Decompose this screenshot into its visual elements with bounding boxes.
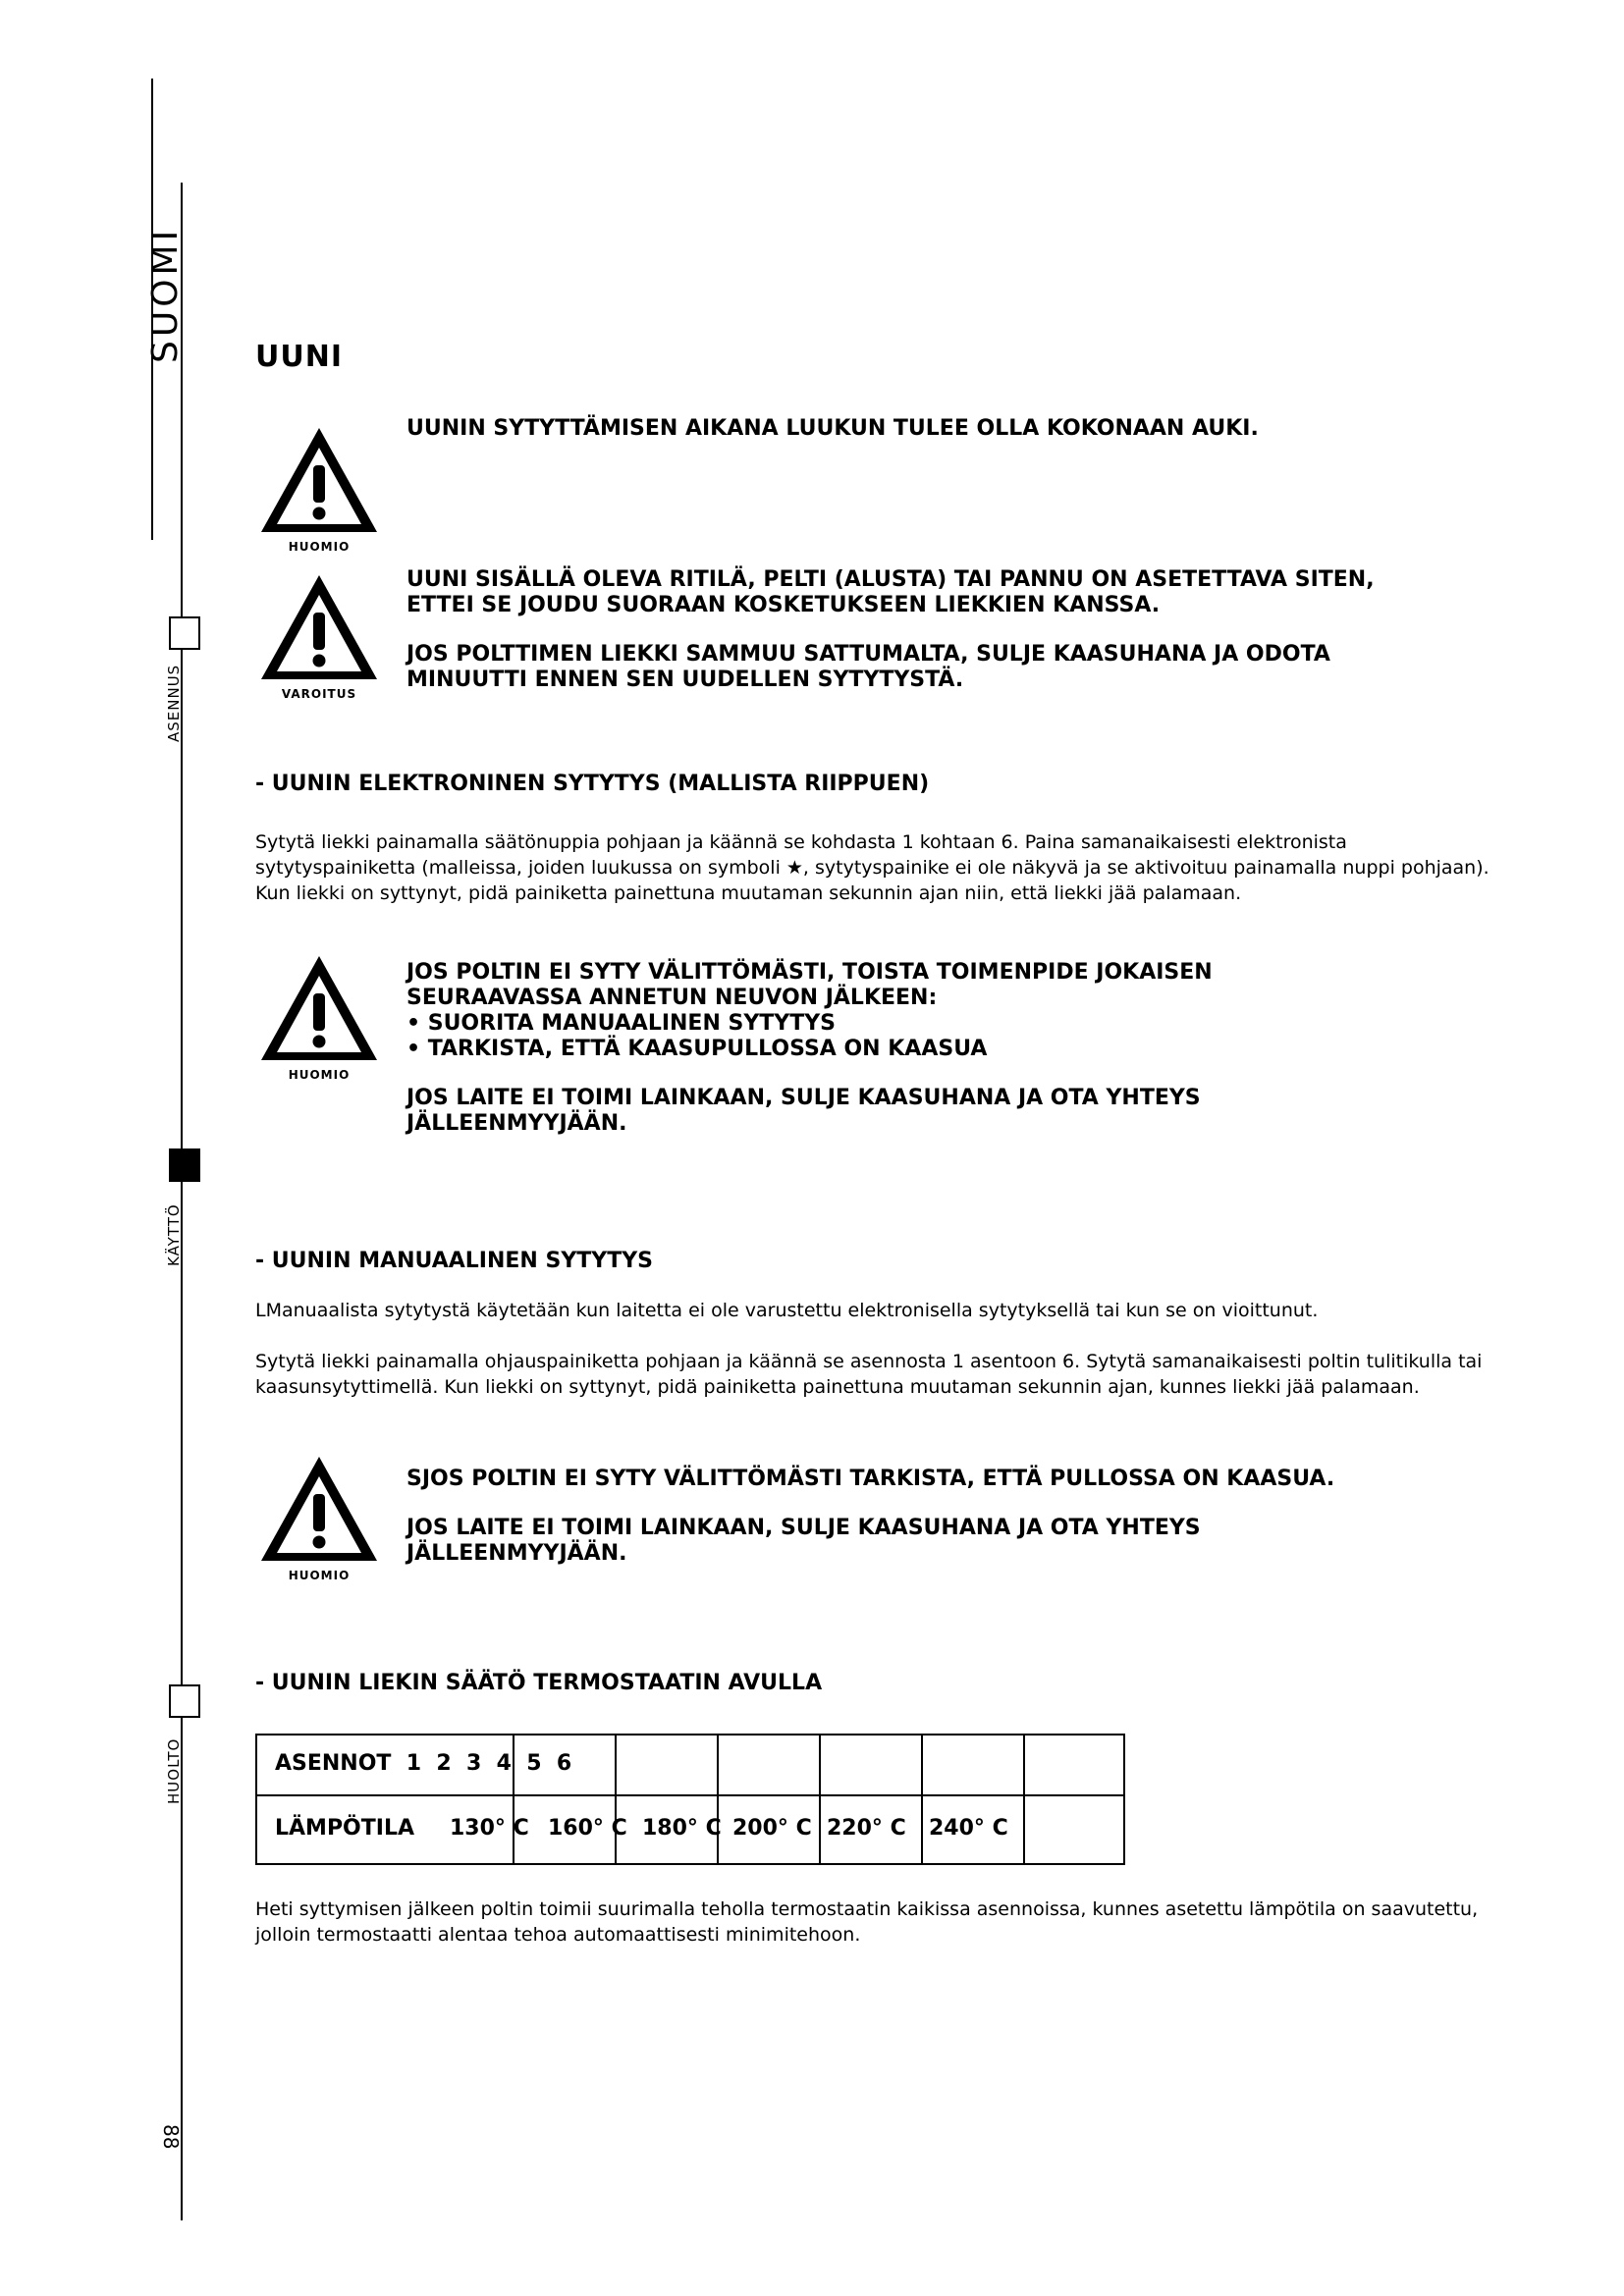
section-heading-manual-ignition: - UUNIN MANUAALINEN SYTYTYS [255, 1249, 653, 1273]
warning-line: JÄLLEENMYYJÄÄN. [406, 1541, 627, 1566]
page-title: UUNI [255, 340, 343, 374]
table-rule [819, 1735, 821, 1863]
warning-door-open: UUNIN SYTYTTÄMISEN AIKANA LUUKUN TULEE OLLA KOKONAAN AUKI. [406, 416, 1259, 441]
varoitus-label: VAROITUS [281, 687, 357, 701]
warning-line: UUNI SISÄLLÄ OLEVA RITILÄ, PELTI (ALUSTA) TAI PANNU ON ASETETTAVA SITEN, [406, 567, 1375, 592]
warning-line: JÄLLEENMYYJÄÄN. [406, 1111, 627, 1136]
table-rule [615, 1735, 617, 1863]
warning-line: MINUUTTI ENNEN SEN UUDELLEN SYTYTYSTÄ. [406, 667, 964, 692]
warning-icon [255, 1451, 383, 1582]
language-label: SUOMI [145, 226, 186, 363]
huomio-label: HUOMIO [288, 540, 351, 554]
warning-check-gas [406, 1467, 1334, 1567]
warning-line: JOS LAITE EI TOIMI LAINKAAN, SULJE KAASUHANA JA OTA YHTEYS [406, 1086, 1201, 1110]
table-temperature-label: LÄMPÖTILA [275, 1816, 415, 1841]
warning-line: ETTEI SE JOUDU SUORAAN KOSKETUKSEEN LIEKKIEN KANSSA. [406, 593, 1161, 617]
table-temp-cell: 240° C [929, 1816, 1008, 1841]
warning-icon [255, 950, 383, 1082]
section-text: LManuaalista sytytystä käytetään kun laitetta ei ole varustettu elektronisella sytytyksellä tai kun se on vioittunut. [255, 1300, 1319, 1321]
section-text: Heti syttymisen jälkeen poltin toimii suurimalla teholla termostaatin kaikissa asennoissa, kunnes asetettu lämpötila on saavutettu, jolloin termostaatti alentaa tehoa automaattisesti minimitehoon. [255, 1898, 1479, 1946]
margin-rule [181, 183, 183, 2220]
thermostat-table [255, 1734, 1125, 1865]
section-text: Sytytä liekki painamalla säätönuppia pohjaan ja käännä se kohdasta 1 kohtaan 6. Paina samanaikaisesti elektronista sytytyspainiketta (malleissa, joiden luukussa on symboli ★, sytytyspainike ei ole näkyvä ja se aktivoituu painamalla nuppi pohjaan). Kun liekki on syttynyt, pidä painiketta painettuna muutaman sekunnin ajan niin, että liekki jää palamaan. [255, 831, 1489, 904]
table-temp-cell: 220° C [827, 1816, 906, 1841]
warning-line: SJOS POLTIN EI SYTY VÄLITTÖMÄSTI TARKISTA, ETTÄ PULLOSSA ON KAASUA. [406, 1467, 1335, 1491]
table-temp-cell: 160° C [548, 1816, 627, 1841]
table-temp-cell: 130° C [450, 1816, 529, 1841]
warning-line: • SUORITA MANUAALINEN SYTYTYS [406, 1011, 837, 1036]
warning-icon [255, 422, 383, 554]
warning-line: SEURAAVASSA ANNETUN NEUVON JÄLKEEN: [406, 986, 938, 1010]
section-text: Sytytä liekki painamalla ohjauspainiketta pohjaan ja käännä se asennosta 1 asentoon 6. Sytytä samanaikaisesti poltin tulitikulla tai kaasunsytyttimellä. Kun liekki on syttynyt, pidä painiketta painettuna muutaman sekunnin ajan, kunnes liekki jää palamaan. [255, 1351, 1483, 1398]
tab-asennus-box [169, 616, 200, 650]
table-rule [257, 1794, 1123, 1796]
warning-line: • TARKISTA, ETTÄ KAASUPULLOSSA ON KAASUA [406, 1037, 988, 1061]
table-rule [1023, 1735, 1025, 1863]
warning-icon [255, 569, 383, 701]
tab-huolto-label: HUOLTO [165, 1737, 183, 1804]
warning-no-ignition [406, 960, 1213, 1137]
warning-grill-position [406, 567, 1375, 693]
tab-kaytto-label: KÄYTTÖ [165, 1203, 183, 1266]
tab-asennus-label: ASENNUS [165, 664, 183, 742]
table-rule [921, 1735, 923, 1863]
tab-kaytto-box [169, 1148, 200, 1182]
huomio-label: HUOMIO [288, 1569, 351, 1582]
section-heading-electronic-ignition: - UUNIN ELEKTRONINEN SYTYTYS (MALLISTA RIIPPUEN) [255, 772, 930, 796]
table-rule [717, 1735, 719, 1863]
table-positions-row: ASENNOT 1 2 3 4 5 6 [275, 1751, 572, 1776]
huomio-label: HUOMIO [288, 1068, 351, 1082]
table-temp-cell: 200° C [732, 1816, 812, 1841]
page-number: 88 [159, 2124, 183, 2150]
tab-huolto-box [169, 1684, 200, 1718]
warning-line: JOS POLTTIMEN LIEKKI SAMMUU SATTUMALTA, SULJE KAASUHANA JA ODOTA [406, 642, 1330, 667]
section-heading-thermostat: - UUNIN LIEKIN SÄÄTÖ TERMOSTAATIN AVULLA [255, 1671, 823, 1695]
warning-line: JOS POLTIN EI SYTY VÄLITTÖMÄSTI, TOISTA TOIMENPIDE JOKAISEN [406, 960, 1213, 985]
table-temp-cell: 180° C [642, 1816, 722, 1841]
warning-line: JOS LAITE EI TOIMI LAINKAAN, SULJE KAASUHANA JA OTA YHTEYS [406, 1516, 1201, 1540]
